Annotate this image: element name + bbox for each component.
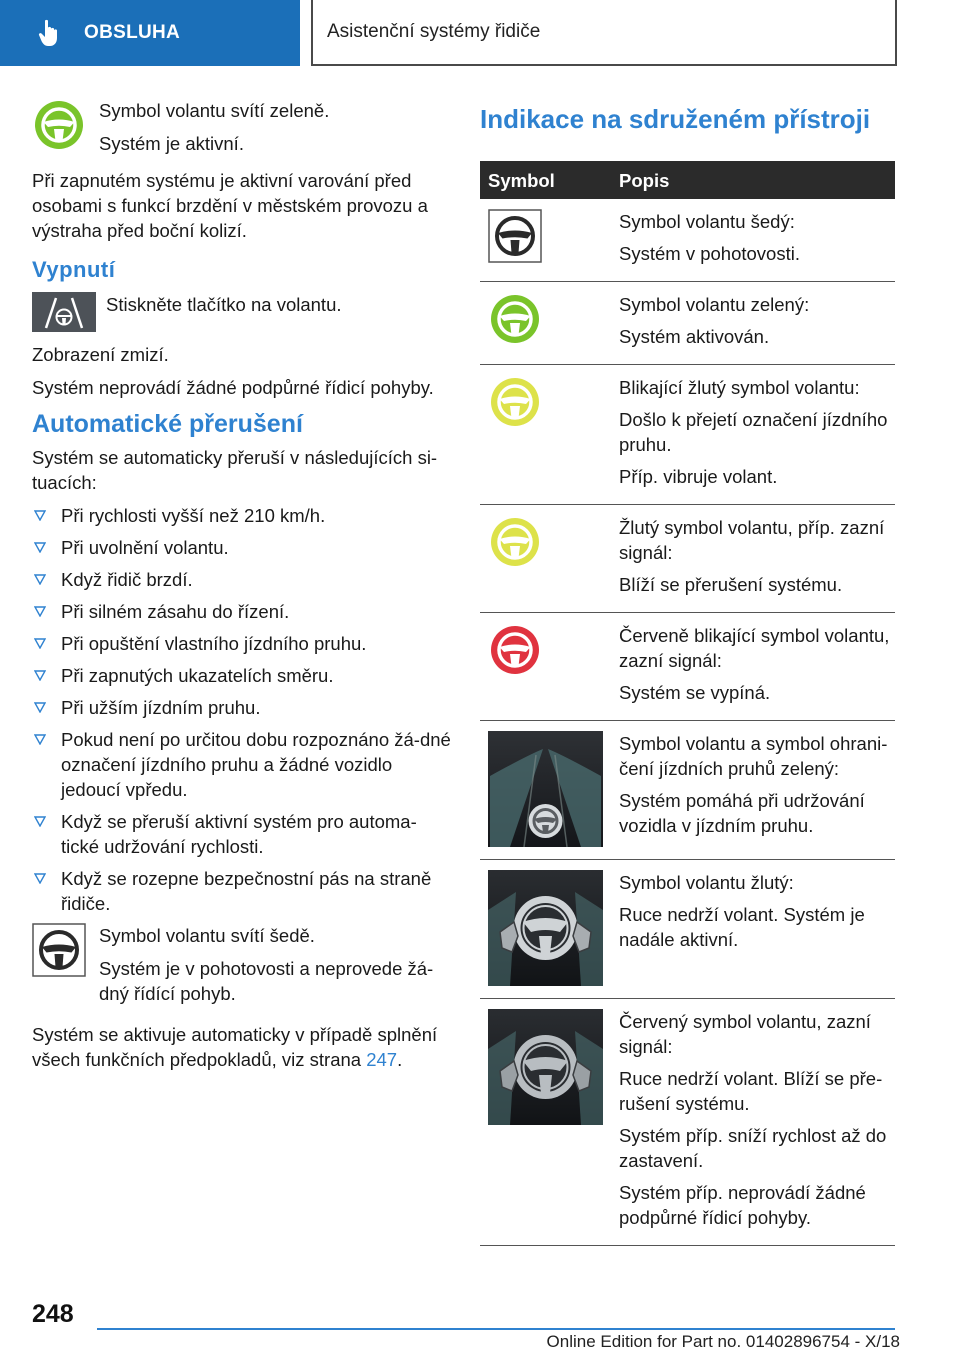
table-header-symbol: Symbol [480, 161, 619, 199]
list-item: Při zapnutých ukazatelích směru. [32, 663, 452, 688]
triangle-bullet-icon [34, 542, 46, 553]
off-paragraph-1: Zobrazení zmizí. [32, 344, 169, 365]
row-line: Systém v pohotovosti. [619, 243, 800, 264]
list-item: Při užším jízdním pruhu. [32, 695, 452, 720]
row-line: Blikající žlutý symbol volantu: [619, 377, 860, 398]
edition-text: Online Edition for Part no. 01402896754 - X/18 [546, 1332, 900, 1351]
lane-assist-green-scene-icon [488, 731, 603, 847]
table-header-description: Popis [619, 161, 895, 199]
standby-symbol-row [32, 923, 452, 1014]
off-button-text: Stiskněte tlačítko na volantu. [106, 294, 342, 315]
active-symbol-line: Symbol volantu svítí zeleně. [99, 100, 330, 121]
header-section-label: OBSLUHA [84, 22, 181, 43]
triangle-bullet-icon [34, 816, 46, 827]
table-row [480, 199, 895, 282]
table-row [480, 721, 895, 860]
active-symbol-row [32, 98, 452, 164]
row-line: Ruce nedrží volant. Systém je nadále aktivní. [619, 904, 865, 950]
triangle-bullet-icon [34, 638, 46, 649]
row-line: Červeně blikající symbol volantu, zazní signál: [619, 625, 890, 671]
row-line: Systém aktivován. [619, 326, 770, 347]
header-section-tab[interactable] [0, 0, 300, 66]
list-item: Při rychlosti vyšší než 210 km/h. [32, 503, 452, 528]
list-item: Když se přeruší aktivní systém pro automa-tické udržování rychlosti. [32, 809, 452, 859]
list-item: Když se rozepne bezpečnostní pás na straně řidiče. [32, 866, 452, 916]
hands-off-red-scene-icon [488, 1009, 603, 1125]
table-row [480, 365, 895, 505]
triangle-bullet-icon [34, 734, 46, 745]
row-line: Systém pomáhá při udržování vozidla v jízdním pruhu. [619, 790, 865, 836]
steering-wheel-green-icon [32, 98, 86, 152]
steering-wheel-red-icon [488, 623, 542, 677]
row-line: Systém příp. neprovádí žádné podpůrné řídicí pohyby. [619, 1182, 866, 1228]
table-row [480, 999, 895, 1246]
row-line: Červený symbol volantu, zazní signál: [619, 1011, 871, 1057]
row-line: Systém se vypíná. [619, 682, 771, 703]
steering-wheel-yellow-blinking-icon [488, 375, 542, 429]
row-line: Symbol volantu žlutý: [619, 872, 794, 893]
active-paragraph: Při zapnutém systému je aktivní varování před osobami s funkcí brzdění v městském provozu a výstraha před boční kolizí. [32, 170, 428, 241]
list-item: Při uvolnění volantu. [32, 535, 452, 560]
auto-heading: Automatické přerušení [32, 410, 303, 438]
lane-assist-button-icon [32, 292, 96, 332]
auto-intro: Systém se automaticky přeruší v následujících si-tuacích: [32, 447, 438, 493]
steering-wheel-gray-icon [488, 209, 542, 263]
page-footer [0, 1290, 960, 1362]
row-line: Příp. vibruje volant. [619, 466, 778, 487]
final-paragraph: Systém se aktivuje automaticky v případě splnění všech funkčních předpokladů, viz strana 247. [32, 1024, 438, 1070]
hand-touch-icon [38, 19, 60, 47]
row-line: Došlo k přejetí označení jízdního pruhu. [619, 409, 888, 455]
table-row [480, 505, 895, 613]
table-row [480, 613, 895, 721]
table-header-row [480, 161, 895, 199]
steering-wheel-gray-icon [32, 923, 86, 977]
row-line: Systém příp. sníží rychlost až do zastavení. [619, 1125, 887, 1171]
row-line: Ruce nedrží volant. Blíží se pře-rušení systému. [619, 1068, 883, 1114]
off-paragraph-2: Systém neprovádí žádné podpůrné řídicí pohyby. [32, 377, 434, 398]
triangle-bullet-icon [34, 670, 46, 681]
list-item: Když řidič brzdí. [32, 567, 452, 592]
indicator-heading: Indikace na sdruženém přístroji [480, 104, 871, 134]
triangle-bullet-icon [34, 702, 46, 713]
off-button-row [32, 292, 452, 332]
triangle-bullet-icon [34, 510, 46, 521]
row-line: Symbol volantu zelený: [619, 294, 810, 315]
standby-symbol-line: Systém je v pohotovosti a neprovede žá-dný řídící pohyb. [99, 958, 434, 1004]
triangle-bullet-icon [34, 574, 46, 585]
steering-wheel-yellow-icon [488, 515, 542, 569]
table-row [480, 282, 895, 365]
triangle-bullet-icon [34, 606, 46, 617]
active-symbol-line: Systém je aktivní. [99, 133, 244, 154]
hands-off-yellow-scene-icon [488, 870, 603, 986]
list-item: Pokud není po určitou dobu rozpoznáno žá-dné označení jízdního pruhu a žádné vozidlo jedoucí vpředu. [32, 727, 452, 802]
table-row [480, 860, 895, 999]
header-title-box [311, 0, 897, 66]
row-line: Symbol volantu šedý: [619, 211, 795, 232]
row-line: Žlutý symbol volantu, příp. zazní signál: [619, 517, 885, 563]
right-column [480, 98, 895, 1246]
header-title: Asistenční systémy řidiče [327, 21, 541, 42]
footer-divider [97, 1328, 895, 1330]
standby-symbol-line: Symbol volantu svítí šedě. [99, 925, 315, 946]
list-item: Při silném zásahu do řízení. [32, 599, 452, 624]
list-item: Při opuštění vlastního jízdního pruhu. [32, 631, 452, 656]
row-line: Blíží se přerušení systému. [619, 574, 843, 595]
triangle-bullet-icon [34, 873, 46, 884]
indicator-table [480, 161, 895, 1246]
page-number: 248 [32, 1300, 74, 1328]
page-reference-link[interactable]: 247 [366, 1049, 398, 1070]
steering-wheel-green-icon [488, 292, 542, 346]
off-heading: Vypnutí [32, 257, 116, 282]
auto-bullet-list [32, 503, 452, 916]
row-line: Symbol volantu a symbol ohrani-čení jízdních pruhů zelený: [619, 733, 888, 779]
left-column [32, 98, 452, 1080]
